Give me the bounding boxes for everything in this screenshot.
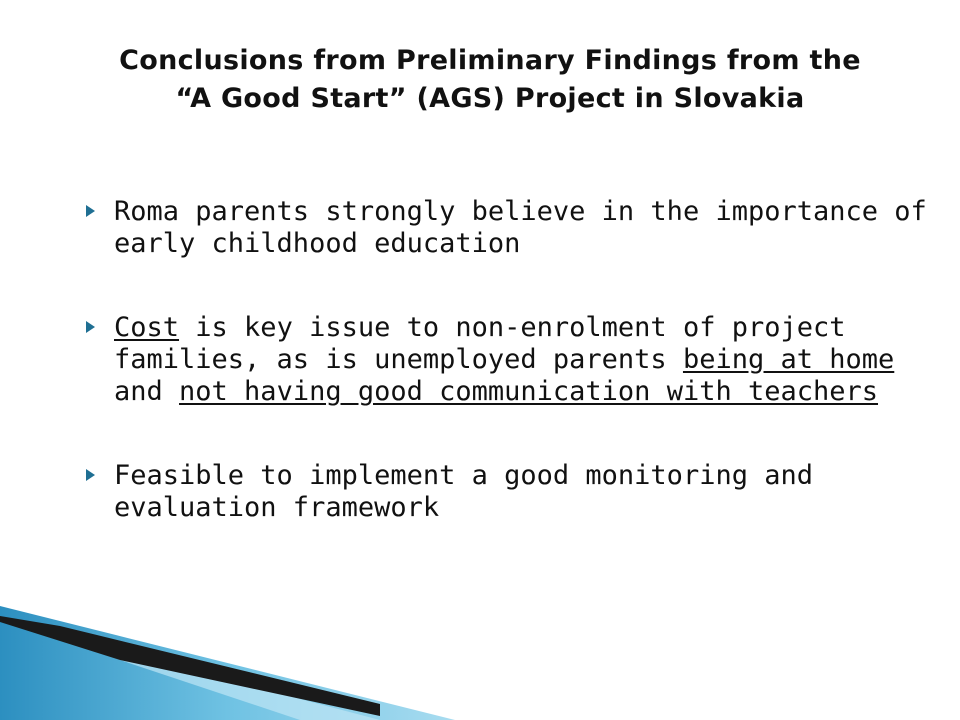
bullet-text: Roma parents strongly believe in the importance of early childhood education — [114, 196, 927, 259]
bullet-item — [86, 196, 936, 260]
bullet-underlined-text: Cost — [114, 312, 180, 343]
bullet-underlined-text: not having good communication with teachers — [179, 376, 879, 407]
bullet-text: Feasible to implement a good monitoring and evaluation framework — [114, 460, 813, 523]
bullet-arrow-icon — [86, 321, 95, 333]
bullet-item — [86, 460, 936, 524]
slide-title-line1: Conclusions from Preliminary Findings from the — [119, 45, 861, 76]
bullet-item — [86, 312, 936, 408]
bullet-list — [86, 196, 936, 576]
bullet-arrow-icon — [86, 205, 95, 217]
bullet-arrow-icon — [86, 469, 95, 481]
bullet-underlined-text: being at home — [682, 344, 895, 375]
slide-title — [40, 42, 940, 118]
bullet-text: is key issue to non-enrolment of project families, as is unemployed parents — [114, 312, 846, 375]
bullet-text: and — [114, 376, 180, 407]
decoration-blue-wedge — [0, 606, 455, 720]
slide-title-line2: “A Good Start” (AGS) Project in Slovakia — [175, 83, 805, 114]
